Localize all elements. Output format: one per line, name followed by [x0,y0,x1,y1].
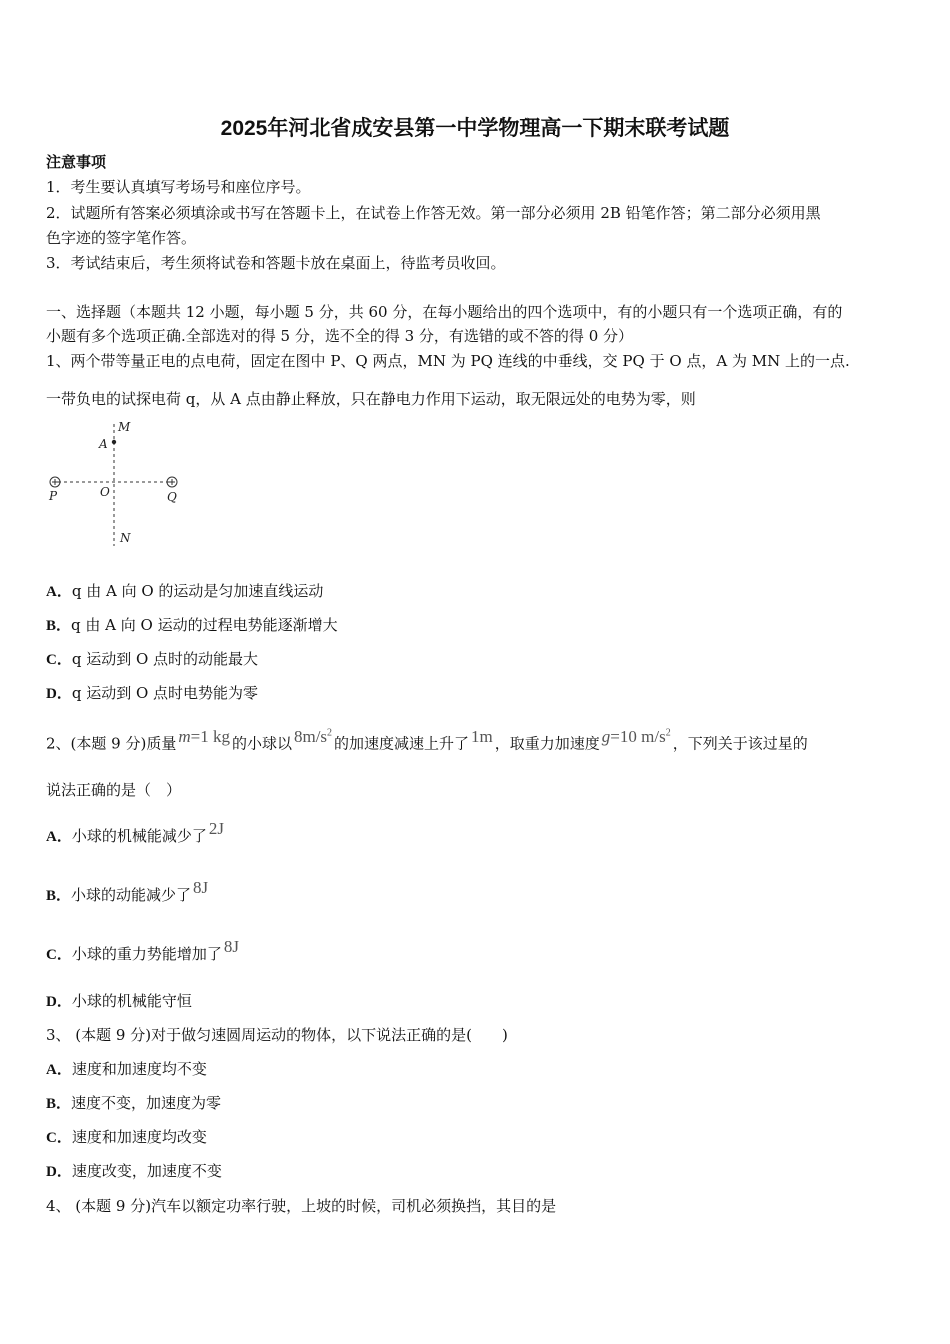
label-m: M [118,420,131,434]
q1-option-c: C．q 运动到 O 点时的动能最大 [46,650,259,668]
label-p: P [49,489,58,503]
q2-option-a: A．小球的机械能减少了 2J [46,819,224,845]
section-heading: 一、选择题（本题共 12 小题，每小题 5 分，共 60 分，在每小题给出的四个选项中，有的小题只有一个选项正确，有的 [46,303,843,321]
q3-stem: 3、 (本题 9 分)对于做匀速圆周运动的物体，以下说法正确的是( ) [46,1026,508,1044]
charge-diagram [46,416,196,556]
notice-item: 1．考生要认真填写考场号和座位序号。 [46,178,311,196]
notice-item: 色字迹的签字笔作答。 [46,229,197,247]
q3-option-c: C．速度和加速度均改变 [46,1128,207,1146]
section-heading-cont: 小题有多个选项正确.全部选对的得 5 分，选不全的得 3 分，有选错的或不答的得 0 分） [46,327,634,345]
q1-stem: 1、两个带等量正电的点电荷，固定在图中 P、Q 两点，MN 为 PQ 连线的中垂线，交 PQ 于 O 点，A 为 MN 上的一点. [46,352,850,370]
q2-stem-cont: 说法正确的是（ ） [46,781,182,799]
label-a: A [99,437,108,451]
q3-option-b: B．速度不变，加速度为零 [46,1094,222,1112]
q3-option-a: A．速度和加速度均不变 [46,1060,207,1078]
q1-option-d: D．q 运动到 O 点时电势能为零 [46,684,259,702]
q2-option-d: D．小球的机械能守恒 [46,992,192,1010]
q2-option-c: C．小球的重力势能增加了 8J [46,937,239,963]
point-a [112,440,116,444]
q1-stem-cont: 一带负电的试探电荷 q，从 A 点由静止释放，只在静电力作用下运动，取无限远处的电势为零，则 [46,390,696,408]
exam-title: 2025年河北省成安县第一中学物理高一下期末联考试题 [220,117,730,140]
q2-stem: 2、(本题 9 分)质量 m=1 kg 的小球以 $8m/s^2$的加速度减速上升了 1m ，取重力加速度 g=10 $m/s^2$，下列关于该过星的 [46,726,808,753]
q3-option-d: D．速度改变，加速度不变 [46,1162,222,1180]
notice-item: 2．试题所有答案必须填涂或书写在答题卡上，在试卷上作答无效。第一部分必须用 2B 铅笔作答；第二部分必须用黑 [46,204,821,222]
notice-item: 3．考试结束后，考生须将试卷和答题卡放在桌面上，待监考员收回。 [46,254,506,272]
label-q: Q [167,490,177,504]
label-n: N [120,531,131,545]
q1-option-a: A．q 由 A 向 O 的运动是匀加速直线运动 [46,582,324,600]
q1-option-b: B．q 由 A 向 O 运动的过程电势能逐渐增大 [46,616,338,634]
q2-option-b: B．小球的动能减少了 8J [46,878,209,904]
notice-heading: 注意事项 [46,153,107,171]
label-o: O [100,485,110,499]
q4-stem: 4、 (本题 9 分)汽车以额定功率行驶，上坡的时候，司机必须换挡，其目的是 [46,1197,557,1215]
